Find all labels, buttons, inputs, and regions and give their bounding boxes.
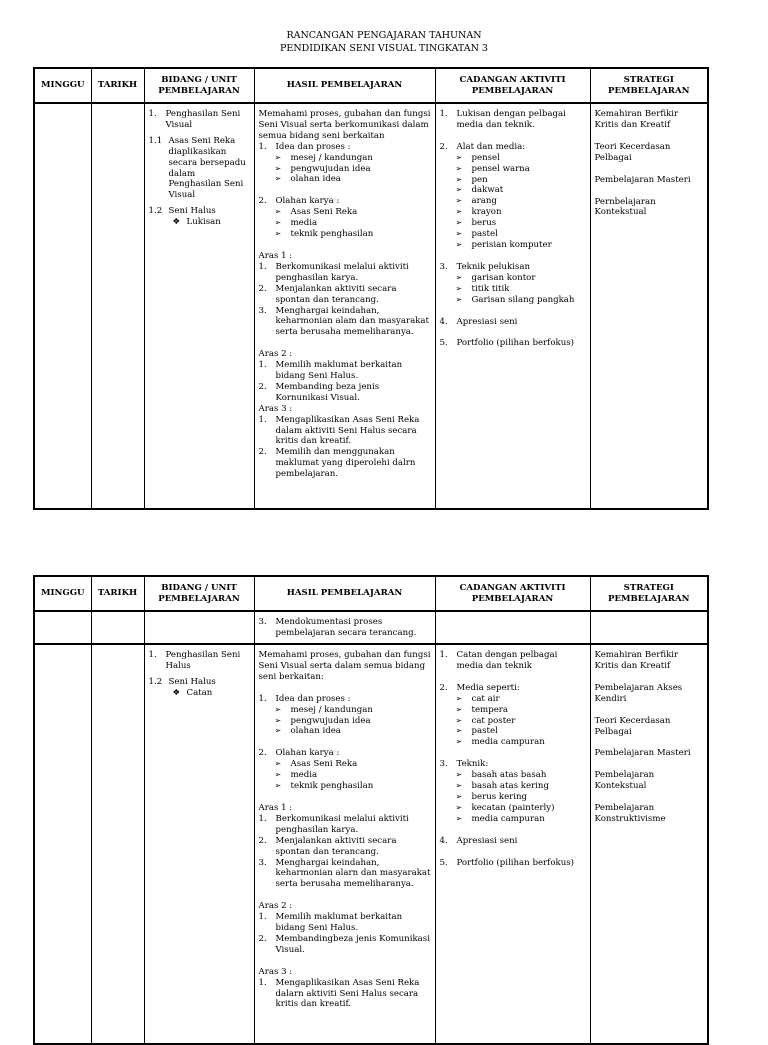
- list-item: Menjalankan aktiviti secara spontan dan terancang.: [275, 283, 397, 305]
- list-item: Lukisan dengan pelbagai media dan teknik.: [456, 109, 566, 130]
- list-item: teknik penghasilan: [290, 229, 374, 240]
- list-item: basah atas basah: [471, 770, 547, 781]
- list-item: Menjalankan aktiviti secara spontan dan terancang.: [275, 835, 397, 857]
- table-row: [34, 103, 708, 509]
- arrow-bullet-icon: ➢: [455, 791, 463, 801]
- list-item: pengwujudan idea: [290, 715, 371, 726]
- arrow-bullet-icon: ➢: [455, 207, 463, 217]
- header-hasil: HASIL PEMBELAJARAN: [254, 576, 435, 611]
- list-item: Mengaplikasikan Asas Seni Reka dalam aktiviti Seni Halus secara kritis dan kreatif.: [275, 414, 420, 447]
- list-item: Asas Seni Reka: [290, 759, 358, 770]
- header-minggu: MINGGU: [34, 68, 91, 103]
- arrow-bullet-icon: ➢: [455, 693, 463, 703]
- strategi-item: Pembelajaran Konstruktivisme: [594, 803, 666, 825]
- arrow-bullet-icon: ➢: [274, 152, 282, 162]
- arrow-bullet-icon: ➢: [274, 781, 282, 791]
- header-cadangan: CADANGAN AKTIVITI PEMBELAJARAN: [435, 576, 590, 611]
- table-header-row: [34, 576, 708, 611]
- arrow-bullet-icon: ➢: [455, 294, 463, 304]
- hasil-heading: Olahan karya :: [275, 748, 340, 759]
- cell-hasil: Memahami proses, gubahan dan fungsi Seni Visual serta dalam semua bidang seni berkaitan: 1. Idea dan proses : ➢ mesej / kandungan ➢ pengwujudan idea ➢ olahan idea 2. Olahan karya : ➢ Asas Seni Reka ➢ media ➢ teknik penghasilan Aras 1 : 1. Berkomunikasi melalui aktiviti penghasilan karya. 2. Menjalankan aktiviti secara spontan dan terancang. 3. Menghargai keindahan, keharmonian alarn dan masyarakat serta berusaha memeliharanya. Aras 2 : 1. Memilih maklumat berkaitan bidang Seni Halus. 2. Membandingbeza jenis Komunikasi Visual. Aras 3 : 1. Mengaplikasikan Asas Seni Reka dalarn aktiviti Seni Halus secara kritis dan kreatif.: [254, 644, 435, 1044]
- list-item: berus kering: [471, 791, 528, 802]
- bidang-item: Seni Halus: [168, 206, 216, 217]
- strategi-item: Pembelajaran Akses Kendiri: [594, 682, 683, 704]
- header-minggu: MINGGU: [34, 576, 91, 611]
- list-item: berus: [471, 218, 497, 229]
- cell-strategi: [590, 611, 708, 644]
- list-item: olahan idea: [290, 174, 341, 185]
- list-item: basah atas kering: [471, 781, 549, 792]
- list-item: Memilih maklumat berkaitan bidang Seni Halus.: [275, 360, 403, 382]
- strategi-item: Pernbelajaran Kontekstual: [594, 196, 656, 218]
- cell-tarikh: [91, 611, 144, 644]
- aras-heading: Aras 2 :: [258, 349, 293, 360]
- arrow-bullet-icon: ➢: [455, 781, 463, 791]
- arrow-bullet-icon: ➢: [455, 152, 463, 162]
- arrow-bullet-icon: ➢: [455, 218, 463, 228]
- list-item: Portfolio (pilihan berfokus): [456, 857, 575, 868]
- cell-minggu: [34, 103, 91, 509]
- list-item: mesej / kandungan: [290, 152, 373, 163]
- hasil-intro: Memahami proses, gubahan dan fungsi Seni Visual serta dalam semua bidang seni berkaitan:: [258, 650, 431, 682]
- arrow-bullet-icon: ➢: [455, 704, 463, 714]
- cell-strategi: [590, 103, 708, 509]
- list-item: Media seperti:: [456, 682, 520, 693]
- table-row: [34, 644, 708, 1044]
- cell-bidang: [144, 611, 254, 644]
- list-item: dakwat: [471, 185, 504, 196]
- list-item: Apresiasi seni: [456, 835, 518, 846]
- arrow-bullet-icon: ➢: [455, 715, 463, 725]
- strategi-item: Teori Kecerdasan Pelbagai: [594, 141, 671, 163]
- strategi-item: Pembelajaran Masteri: [594, 748, 691, 759]
- header-strategi: STRATEGI PEMBELAJARAN: [590, 576, 708, 611]
- list-item: Memilih maklumat berkaitan bidang Seni Halus.: [275, 912, 403, 934]
- list-item: Teknik:: [456, 759, 489, 770]
- list-item: pensel warna: [471, 163, 530, 174]
- arrow-bullet-icon: ➢: [455, 229, 463, 239]
- list-item: garisan kontor: [471, 272, 536, 283]
- list-item: olahan idea: [290, 726, 341, 737]
- bidang-subitem: Catan: [186, 687, 213, 698]
- aras-heading: Aras 2 :: [258, 901, 293, 912]
- list-item: Apresiasi seni: [456, 316, 518, 327]
- cell-tarikh: [91, 103, 144, 509]
- hasil-heading: Olahan karya :: [275, 196, 340, 207]
- list-item: media: [290, 218, 318, 229]
- list-item: Portfolio (pilihan berfokus): [456, 338, 575, 349]
- list-item: Mengaplikasikan Asas Seni Reka dalarn aktiviti Seni Halus secara kritis dan kreatif.: [275, 977, 420, 1010]
- cell-strategi: [590, 644, 708, 1044]
- cell-minggu: [34, 611, 91, 644]
- aras-heading: Aras 3 :: [258, 966, 293, 977]
- cell-minggu: [34, 644, 91, 1044]
- arrow-bullet-icon: ➢: [274, 163, 282, 173]
- list-item: perisian komputer: [471, 239, 552, 250]
- aras-heading: Aras 3 :: [258, 403, 293, 414]
- bidang-item: Asas Seni Reka diaplikasikan secara bersepadu dalam Penghasilan Seni Visual: [168, 135, 246, 201]
- list-item: cat air: [471, 693, 500, 704]
- bidang-item: Seni Halus: [168, 676, 216, 687]
- list-item: Menghargai keindahan, keharmonian alarn dan masyarakat serta berusaha memeliharanya.: [275, 857, 431, 890]
- list-item: media campuran: [471, 813, 545, 824]
- arrow-bullet-icon: ➢: [455, 770, 463, 780]
- list-item: Menghargai keindahan, keharmonian alam dan masyarakat serta berusaha memeliharanya.: [275, 305, 429, 338]
- list-item: Alat dan media:: [456, 141, 526, 152]
- list-item: media: [290, 770, 318, 781]
- table-row: [34, 611, 708, 644]
- arrow-bullet-icon: ➢: [455, 737, 463, 747]
- bidang-subitem: Lukisan: [186, 217, 221, 228]
- hasil-heading: Idea dan proses :: [275, 141, 351, 152]
- list-item: pen: [471, 174, 488, 185]
- strategi-item: Pembelajaran Kontekstual: [594, 770, 655, 792]
- diamond-bullet-icon: ❖: [172, 217, 181, 228]
- cell-hasil: 3. Mendokumentasi proses pembelajaran secara terancang.: [254, 611, 435, 644]
- list-item: Berkomunikasi melalui aktiviti penghasilan karya.: [275, 261, 409, 283]
- arrow-bullet-icon: ➢: [455, 272, 463, 282]
- list-item: kecatan (painterly): [471, 802, 555, 813]
- header-tarikh: TARIKH: [91, 68, 144, 103]
- hasil-intro: Memahami proses, gubahan dan fungsi Seni Visual serta berkomunikasi dalam semua bidang seni berkaitan: [258, 109, 431, 141]
- cell-cadangan: [435, 611, 590, 644]
- arrow-bullet-icon: ➢: [455, 174, 463, 184]
- hasil-heading: Idea dan proses :: [275, 693, 351, 704]
- list-item: media campuran: [471, 737, 545, 748]
- header-bidang: BIDANG / UNIT PEMBELAJARAN: [144, 576, 254, 611]
- header-tarikh: TARIKH: [91, 576, 144, 611]
- document-title: RANCANGAN PENGAJARAN TAHUNAN: [286, 30, 482, 41]
- arrow-bullet-icon: ➢: [455, 813, 463, 823]
- cell-cadangan: 1. Catan dengan pelbagai media dan teknik 2. Media seperti: ➢ cat air ➢ tempera ➢ cat poster ➢ pastel ➢ media campuran 3. Teknik: ➢ basah atas basah ➢ basah atas kering ➢ berus kering ➢ kecatan (painterly) ➢ media campuran 4. Apresiasi seni 5. Portfolio (pilihan berfokus): [435, 644, 590, 1044]
- table-header-row: [34, 68, 708, 103]
- arrow-bullet-icon: ➢: [455, 239, 463, 249]
- bidang-item: Penghasilan Seni Halus: [165, 650, 241, 671]
- list-item: teknik penghasilan: [290, 781, 374, 792]
- list-item: mesej / kandungan: [290, 704, 373, 715]
- arrow-bullet-icon: ➢: [274, 726, 282, 736]
- aras-heading: Aras 1 :: [258, 802, 293, 813]
- list-item: Membanding beza jenis Kornunikasi Visual.: [275, 381, 380, 403]
- list-item: Membandingbeza jenis Komunikasi Visual.: [275, 933, 430, 955]
- strategi-item: Teori Kecerdasan Pelbagai: [594, 715, 671, 737]
- list-item: Berkomunikasi melalui aktiviti penghasilan karya.: [275, 813, 409, 835]
- arrow-bullet-icon: ➢: [455, 196, 463, 206]
- arrow-bullet-icon: ➢: [274, 704, 282, 714]
- arrow-bullet-icon: ➢: [274, 715, 282, 725]
- arrow-bullet-icon: ➢: [455, 726, 463, 736]
- header-strategi: STRATEGI PEMBELAJARAN: [590, 68, 708, 103]
- aras-heading: Aras 1 :: [258, 250, 293, 261]
- strategi-item: Pembelajaran Masteri: [594, 174, 691, 185]
- arrow-bullet-icon: ➢: [455, 802, 463, 812]
- arrow-bullet-icon: ➢: [455, 283, 463, 293]
- list-item: tempera: [471, 704, 509, 715]
- arrow-bullet-icon: ➢: [274, 207, 282, 217]
- cell-bidang: 1. Penghasilan Seni Visual 1.1 Asas Seni Reka diaplikasikan secara bersepadu dalam Penghasilan Seni Visual 1.2 Seni Halus ❖ Lukisan: [144, 103, 254, 509]
- arrow-bullet-icon: ➢: [274, 229, 282, 239]
- plan-table-2: [33, 575, 709, 1045]
- strategi-item: Kemahiran Berfikir Kritis dan Kreatif: [594, 109, 679, 130]
- document-subtitle: PENDIDIKAN SENI VISUAL TINGKATAN 3: [280, 43, 488, 54]
- bidang-item: Penghasilan Seni Visual: [165, 109, 241, 130]
- cell-hasil: Memahami proses, gubahan dan fungsi Seni Visual serta berkomunikasi dalam semua bidang seni berkaitan 1. Idea dan proses : ➢ mesej / kandungan ➢ pengwujudan idea ➢ olahan idea 2. Olahan karya : ➢ Asas Seni Reka ➢ media ➢ teknik penghasilan Aras 1 : 1. Berkomunikasi melalui aktiviti penghasilan karya. 2. Menjalankan aktiviti secara spontan dan terancang. 3. Menghargai keindahan, keharmonian alam dan masyarakat serta berusaha memeliharanya. Aras 2 : 1. Memilih maklumat berkaitan bidang Seni Halus. 2. Membanding beza jenis Kornunikasi Visual. Aras 3 : 1. Mengaplikasikan Asas Seni Reka dalam aktiviti Seni Halus secara kritis dan kreatif. 2. Memilih dan menggunakan maklumat yang diperolehi dalrn pembelajaran.: [254, 103, 435, 509]
- arrow-bullet-icon: ➢: [274, 174, 282, 184]
- list-item: Memilih dan menggunakan maklumat yang diperolehi dalrn pembelajaran.: [275, 447, 416, 480]
- cell-tarikh: [91, 644, 144, 1044]
- header-hasil: HASIL PEMBELAJARAN: [254, 68, 435, 103]
- arrow-bullet-icon: ➢: [455, 163, 463, 173]
- list-item: krayon: [471, 207, 502, 218]
- arrow-bullet-icon: ➢: [274, 759, 282, 769]
- cell-cadangan: 1. Lukisan dengan pelbagai media dan teknik. 2. Alat dan media: ➢ pensel ➢ pensel warna ➢ pen ➢ dakwat ➢ arang ➢ krayon ➢ berus ➢ pastel ➢ perisian komputer 3. Teknik pelukisan ➢ garisan kontor ➢ titik titik ➢ Garisan silang pangkah 4. Apresiasi seni 5. Portfolio (pilihan berfokus): [435, 103, 590, 509]
- list-item: pastel: [471, 229, 498, 240]
- list-item: pastel: [471, 726, 498, 737]
- list-item: cat poster: [471, 715, 516, 726]
- diamond-bullet-icon: ❖: [172, 687, 181, 698]
- cell-bidang: 1. Penghasilan Seni Halus 1.2 Seni Halus ❖ Catan: [144, 644, 254, 1044]
- list-item: Garisan silang pangkah: [471, 294, 575, 305]
- list-item: pengwujudan idea: [290, 163, 371, 174]
- arrow-bullet-icon: ➢: [455, 185, 463, 195]
- header-cadangan: CADANGAN AKTIVITI PEMBELAJARAN: [435, 68, 590, 103]
- plan-table-1: [33, 67, 709, 510]
- list-item: pensel: [471, 152, 500, 163]
- list-item: Asas Seni Reka: [290, 207, 358, 218]
- arrow-bullet-icon: ➢: [274, 770, 282, 780]
- strategi-item: Kemahiran Berfikir Kritis dan Kreatif: [594, 650, 679, 671]
- header-bidang: BIDANG / UNIT PEMBELAJARAN: [144, 68, 254, 103]
- list-item: Teknik pelukisan: [456, 261, 530, 272]
- list-item: Mendokumentasi proses pembelajaran secara terancang.: [275, 617, 417, 638]
- arrow-bullet-icon: ➢: [274, 218, 282, 228]
- list-item: Catan dengan pelbagai media dan teknik: [456, 650, 558, 671]
- list-item: arang: [471, 196, 497, 207]
- list-item: titik titik: [471, 283, 510, 294]
